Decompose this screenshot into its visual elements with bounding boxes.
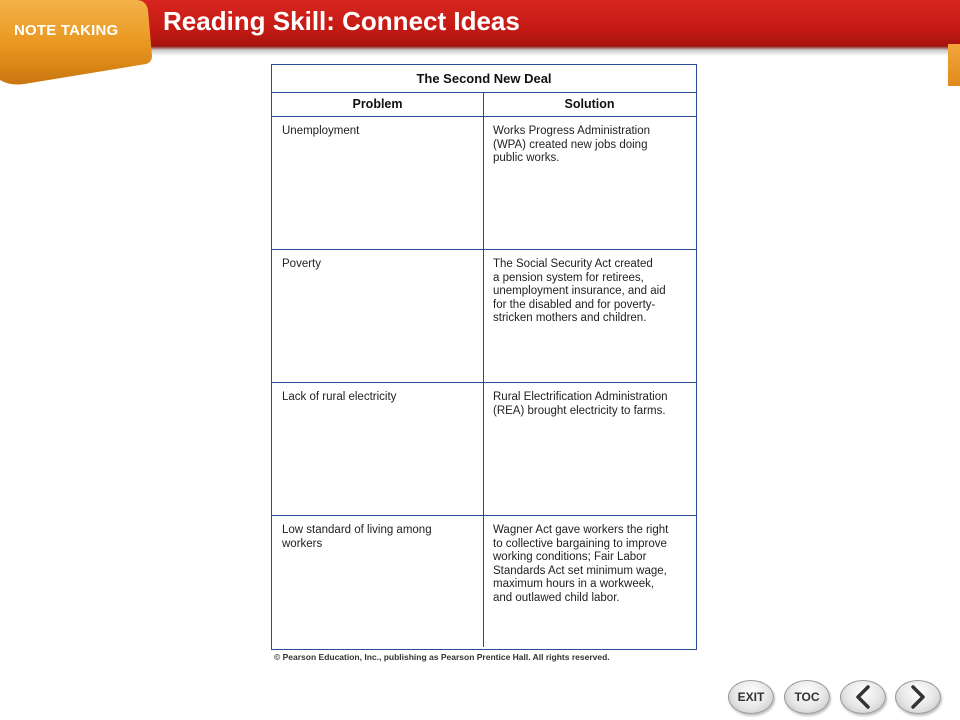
table-header-row (272, 93, 696, 117)
solution-line: (REA) brought electricity to farms. (493, 404, 666, 417)
header-accent-strip (948, 44, 960, 86)
solution-line: working conditions; Fair Labor (493, 551, 647, 564)
column-header-solution: Solution (564, 97, 615, 111)
solution-line: unemployment insurance, and aid (493, 285, 666, 298)
solution-line: Standards Act set minimum wage, (493, 564, 667, 577)
previous-button[interactable] (840, 680, 886, 714)
problem-cell: Low standard of living among workers (272, 516, 484, 647)
next-button[interactable] (895, 680, 941, 714)
solution-line: Rural Electrification Administration (493, 391, 668, 403)
solution-line: Wagner Act gave workers the right (493, 524, 669, 536)
solution-cell (484, 516, 695, 647)
exit-button-label: EXIT (737, 690, 765, 704)
header-shadow (150, 46, 960, 56)
copyright-notice: © Pearson Education, Inc., publishing as Pearson Prentice Hall. All rights reserved. (274, 652, 610, 662)
solution-cell (484, 117, 695, 249)
solution-line: and outlawed child labor. (493, 591, 620, 604)
page-title: Reading Skill: Connect Ideas (163, 6, 520, 36)
solution-line: a pension system for retirees, (493, 271, 644, 284)
table-row (272, 250, 696, 383)
solution-line: (WPA) created new jobs doing (493, 138, 648, 151)
second-new-deal-table (271, 64, 697, 650)
table-row (272, 117, 696, 250)
exit-button[interactable] (728, 680, 774, 714)
note-taking-tab (0, 0, 152, 86)
table-row (272, 383, 696, 516)
chevron-left-icon (853, 685, 873, 709)
solution-line: stricken mothers and children. (493, 312, 647, 325)
problem-cell: Poverty (272, 250, 484, 382)
solution-line: maximum hours in a workweek, (493, 578, 655, 591)
chevron-right-icon (908, 685, 928, 709)
solution-cell (484, 250, 695, 382)
solution-line: to collective bargaining to improve (493, 537, 667, 550)
solution-line: The Social Security Act created (493, 258, 653, 270)
solution-cell (484, 383, 695, 515)
note-tab-shape (0, 0, 152, 86)
section-label: NOTE TAKING (14, 22, 119, 39)
toc-button[interactable] (784, 680, 830, 714)
table-title: The Second New Deal (272, 65, 696, 93)
problem-cell: Unemployment (272, 117, 484, 249)
table-row (272, 516, 696, 647)
solution-line: Works Progress Administration (493, 125, 651, 137)
toc-button-label: TOC (794, 690, 820, 704)
column-header-problem: Problem (272, 93, 484, 116)
solution-line: public works. (493, 152, 560, 165)
solution-line: for the disabled and for poverty- (493, 298, 656, 311)
problem-cell: Lack of rural electricity (272, 383, 484, 515)
